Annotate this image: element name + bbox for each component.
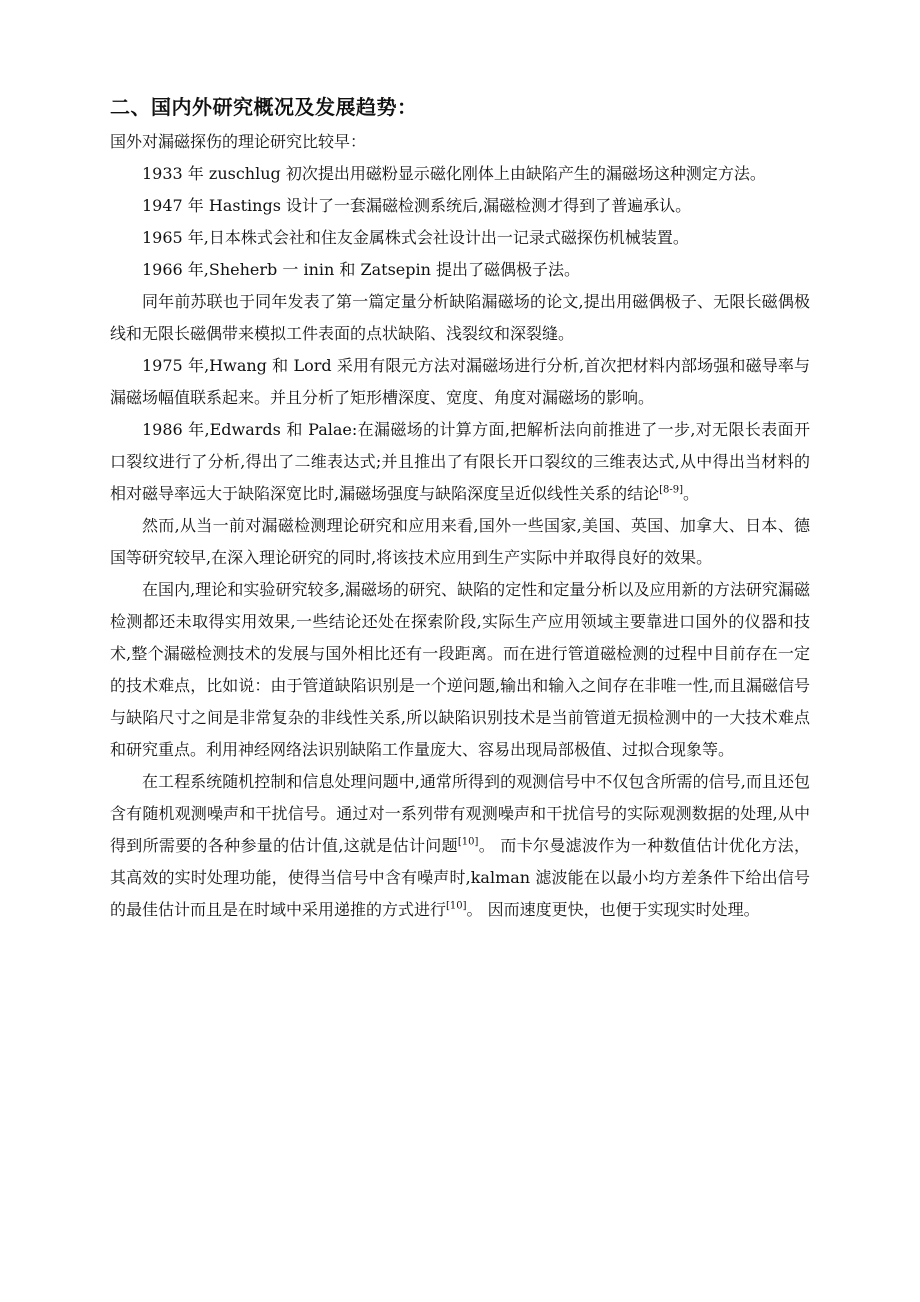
paragraph-kalman: [110, 766, 810, 926]
paragraph-1986: [110, 414, 810, 510]
paragraph-kalman-end: 。 因而速度更快，也便于实现实时处理。: [466, 900, 760, 919]
paragraph-foreign-status: 然而,从当一前对漏磁检测理论研究和应用来看,国外一些国家,美国、英国、加拿大、日本、德国等研究较早,在深入理论研究的同时,将该技术应用到生产实际中并取得良好的效果。: [110, 516, 810, 567]
paragraph-1986-tail: 。: [683, 484, 700, 503]
intro-line: 国外对漏磁探伤的理论研究比较早：: [110, 132, 367, 151]
paragraph-kalman-middle: 。 而卡尔曼滤波作为一种数值估计优化方法，其高效的实时处理功能，使得当信号中含有噪声时,kalman 滤波能在以最小均方差条件下给出信号的最佳估计而且是在时域中采用递推的方式进行: [110, 836, 810, 919]
paragraph-kalman-text: 在工程系统随机控制和信息处理问题中,通常所得到的观测信号中不仅包含所需的信号,而且还包含有随机观测噪声和干扰信号。通过对一系列带有观测噪声和干扰信号的实际观测数据的处理,从中得到所需要的各种参量的估计值,这就是估计问题: [110, 772, 810, 855]
section-heading: 二、国内外研究概况及发展趋势：: [110, 95, 418, 119]
citation-8-9: [8-9]: [659, 484, 683, 496]
paragraph-1966: 1966 年,Sheherb 一 inin 和 Zatsepin 提出了磁偶极子法。: [142, 260, 580, 279]
document-page: [110, 92, 810, 926]
paragraph-domestic-status: 在国内,理论和实验研究较多,漏磁场的研究、缺陷的定性和定量分析以及应用新的方法研究漏磁检测都还未取得实用效果,一些结论还处在探索阶段,实际生产应用领域主要靠进口国外的仪器和技术,整个漏磁检测技术的发展与国外相比还有一段距离。而在进行管道磁检测的过程中目前存在一定的技术难点，比如说：由于管道缺陷识别是一个逆问题,输出和输入之间存在非唯一性,而且漏磁信号与缺陷尺寸之间是非常复杂的非线性关系,所以缺陷识别技术是当前管道无损检测中的一大技术难点和研究重点。利用神经网络法识别缺陷工作量庞大、容易出现局部极值、过拟合现象等。: [110, 580, 810, 759]
citation-10-a: [10]: [457, 836, 479, 848]
paragraph-1986-text: 1986 年,Edwards 和 Palae:在漏磁场的计算方面,把解析法向前推进了一步,对无限长表面开口裂纹进行了分析,得出了二维表达式;并且推出了有限长开口裂纹的三维表达式,从中得出当材料的相对磁导率远大于缺陷深宽比时,漏磁场强度与缺陷深度呈近似线性关系的结论: [110, 420, 810, 503]
paragraph-1933: 1933 年 zuschlug 初次提出用磁粉显示磁化刚体上由缺陷产生的漏磁场这种测定方法。: [142, 164, 766, 183]
paragraph-soviet: 同年前苏联也于同年发表了第一篇定量分析缺陷漏磁场的论文,提出用磁偶极子、无限长磁偶极线和无限长磁偶带来模拟工件表面的点状缺陷、浅裂纹和深裂缝。: [110, 292, 810, 343]
paragraph-1975: 1975 年,Hwang 和 Lord 采用有限元方法对漏磁场进行分析,首次把材料内部场强和磁导率与漏磁场幅值联系起来。并且分析了矩形槽深度、宽度、角度对漏磁场的影响。: [110, 356, 810, 407]
citation-10-b: [10]: [446, 900, 467, 912]
paragraph-1965: 1965 年,日本株式会社和住友金属株式会社设计出一记录式磁探伤机械装置。: [142, 228, 689, 247]
paragraph-1947: 1947 年 Hastings 设计了一套漏磁检测系统后,漏磁检测才得到了普遍承认。: [142, 196, 692, 215]
